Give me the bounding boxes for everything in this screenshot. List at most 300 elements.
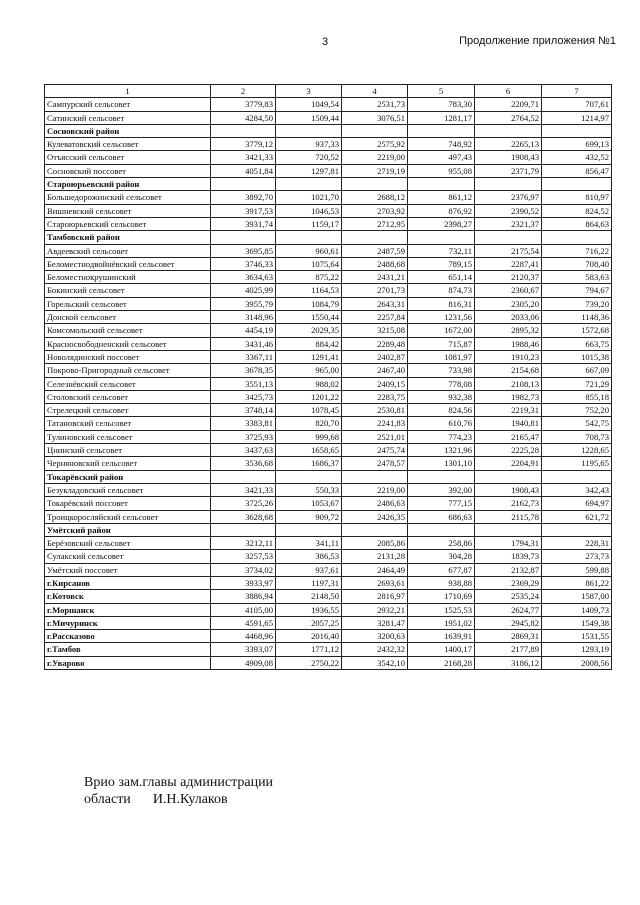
municipality-name: г.Кирсанов bbox=[45, 576, 211, 589]
value-cell: 861,12 bbox=[408, 191, 475, 204]
value-cell: 3725,93 bbox=[211, 430, 276, 443]
value-cell: 1081,97 bbox=[408, 350, 475, 363]
value-cell: 2486,63 bbox=[342, 497, 408, 510]
value-cell: 1015,38 bbox=[542, 350, 612, 363]
value-cell: 884,42 bbox=[276, 337, 342, 350]
empty-cell bbox=[475, 231, 542, 244]
value-cell: 2701,73 bbox=[342, 284, 408, 297]
value-cell: 2932,21 bbox=[342, 603, 408, 616]
value-cell: 1839,73 bbox=[475, 550, 542, 563]
empty-cell bbox=[211, 231, 276, 244]
value-cell: 1951,02 bbox=[408, 616, 475, 629]
value-cell: 1291,41 bbox=[276, 350, 342, 363]
municipality-name: Столовский сельсовет bbox=[45, 390, 211, 403]
column-number: 7 bbox=[542, 85, 612, 98]
value-cell: 1321,96 bbox=[408, 444, 475, 457]
value-cell: 2241,83 bbox=[342, 417, 408, 430]
municipality-name: Стрелецкий сельсовет bbox=[45, 404, 211, 417]
value-cell: 1710,69 bbox=[408, 590, 475, 603]
value-cell: 2431,21 bbox=[342, 271, 408, 284]
value-cell: 3748,14 bbox=[211, 404, 276, 417]
value-cell: 774,23 bbox=[408, 430, 475, 443]
table-row bbox=[45, 191, 612, 204]
empty-cell bbox=[342, 231, 408, 244]
value-cell: 273,73 bbox=[542, 550, 612, 563]
value-cell: 875,22 bbox=[276, 271, 342, 284]
value-cell: 1297,81 bbox=[276, 164, 342, 177]
value-cell: 2008,56 bbox=[542, 656, 612, 669]
value-cell: 3695,85 bbox=[211, 244, 276, 257]
value-cell: 4105,00 bbox=[211, 603, 276, 616]
value-cell: 777,15 bbox=[408, 497, 475, 510]
value-cell: 610,76 bbox=[408, 417, 475, 430]
table-row bbox=[45, 350, 612, 363]
value-cell: 721,29 bbox=[542, 377, 612, 390]
value-cell: 3076,51 bbox=[342, 111, 408, 124]
empty-cell bbox=[342, 523, 408, 536]
district-name: Токарёвский район bbox=[45, 470, 211, 483]
column-number-row bbox=[45, 85, 612, 98]
municipality-name: Селезнёвский сельсовет bbox=[45, 377, 211, 390]
table-row bbox=[45, 590, 612, 603]
value-cell: 2175,54 bbox=[475, 244, 542, 257]
value-cell: 1908,43 bbox=[475, 151, 542, 164]
value-cell: 2643,31 bbox=[342, 297, 408, 310]
value-cell: 2177,89 bbox=[475, 643, 542, 656]
value-cell: 937,61 bbox=[276, 563, 342, 576]
value-cell: 3634,63 bbox=[211, 271, 276, 284]
district-name: Умётский район bbox=[45, 523, 211, 536]
empty-cell bbox=[475, 523, 542, 536]
district-name: Сосновский район bbox=[45, 124, 211, 137]
table-row bbox=[45, 630, 612, 643]
value-cell: 1936,55 bbox=[276, 603, 342, 616]
signature-title: Врио зам.главы администрации bbox=[84, 775, 274, 790]
value-cell: 2688,12 bbox=[342, 191, 408, 204]
empty-cell bbox=[408, 124, 475, 137]
value-cell: 716,22 bbox=[542, 244, 612, 257]
municipality-name: Староюрьевский сельсовет bbox=[45, 217, 211, 230]
table-row bbox=[45, 111, 612, 124]
table-row bbox=[45, 311, 612, 324]
table-row bbox=[45, 444, 612, 457]
value-cell: 2168,28 bbox=[408, 656, 475, 669]
value-cell: 855,18 bbox=[542, 390, 612, 403]
table-row bbox=[45, 297, 612, 310]
municipality-name: Цнинский сельсовет bbox=[45, 444, 211, 457]
table-row bbox=[45, 204, 612, 217]
value-cell: 2132,87 bbox=[475, 563, 542, 576]
value-cell: 2287,41 bbox=[475, 257, 542, 270]
value-cell: 965,00 bbox=[276, 364, 342, 377]
municipality-name: Новолядинский поссовет bbox=[45, 350, 211, 363]
value-cell: 3886,94 bbox=[211, 590, 276, 603]
empty-cell bbox=[342, 470, 408, 483]
value-cell: 861,22 bbox=[542, 576, 612, 589]
municipality-name: Отъясский сельсовет bbox=[45, 151, 211, 164]
value-cell: 2219,00 bbox=[342, 151, 408, 164]
value-cell: 1509,44 bbox=[276, 111, 342, 124]
value-cell: 1531,55 bbox=[542, 630, 612, 643]
table-row bbox=[45, 217, 612, 230]
value-cell: 2209,71 bbox=[475, 98, 542, 111]
value-cell: 1587,00 bbox=[542, 590, 612, 603]
empty-cell bbox=[211, 470, 276, 483]
value-cell: 2402,87 bbox=[342, 350, 408, 363]
value-cell: 752,20 bbox=[542, 404, 612, 417]
value-cell: 1201,22 bbox=[276, 390, 342, 403]
value-cell: 497,43 bbox=[408, 151, 475, 164]
value-cell: 2265,13 bbox=[475, 138, 542, 151]
value-cell: 864,63 bbox=[542, 217, 612, 230]
value-cell: 386,53 bbox=[276, 550, 342, 563]
value-cell: 874,73 bbox=[408, 284, 475, 297]
value-cell: 1686,37 bbox=[276, 457, 342, 470]
table-row bbox=[45, 497, 612, 510]
value-cell: 1293,19 bbox=[542, 643, 612, 656]
signature-region: области bbox=[84, 792, 131, 807]
value-cell: 988,02 bbox=[276, 377, 342, 390]
value-cell: 3779,83 bbox=[211, 98, 276, 111]
district-header-row bbox=[45, 231, 612, 244]
empty-cell bbox=[542, 523, 612, 536]
empty-cell bbox=[475, 124, 542, 137]
value-cell: 2057,25 bbox=[276, 616, 342, 629]
empty-cell bbox=[276, 124, 342, 137]
municipality-name: Донской сельсовет bbox=[45, 311, 211, 324]
table-row bbox=[45, 390, 612, 403]
value-cell: 1982,73 bbox=[475, 390, 542, 403]
table-row bbox=[45, 483, 612, 496]
value-cell: 810,97 bbox=[542, 191, 612, 204]
value-cell: 663,75 bbox=[542, 337, 612, 350]
value-cell: 3431,46 bbox=[211, 337, 276, 350]
value-cell: 1908,43 bbox=[475, 483, 542, 496]
municipality-name: Комсомольский сельсовет bbox=[45, 324, 211, 337]
municipality-name: Черняновский сельсовет bbox=[45, 457, 211, 470]
municipality-name: Сосновский поссовет bbox=[45, 164, 211, 177]
municipality-name: г.Уварово bbox=[45, 656, 211, 669]
column-number: 5 bbox=[408, 85, 475, 98]
value-cell: 4591,65 bbox=[211, 616, 276, 629]
district-header-row bbox=[45, 470, 612, 483]
continuation-label: Продолжение приложения №1 bbox=[459, 35, 616, 47]
value-cell: 715,87 bbox=[408, 337, 475, 350]
value-cell: 3437,63 bbox=[211, 444, 276, 457]
value-cell: 2371,79 bbox=[475, 164, 542, 177]
empty-cell bbox=[276, 178, 342, 191]
value-cell: 2624,77 bbox=[475, 603, 542, 616]
table-row bbox=[45, 576, 612, 589]
table-row bbox=[45, 616, 612, 629]
value-cell: 2016,40 bbox=[276, 630, 342, 643]
column-number: 4 bbox=[342, 85, 408, 98]
municipality-name: Безукладовский сельсовет bbox=[45, 483, 211, 496]
municipality-name: г.Мичуринск bbox=[45, 616, 211, 629]
empty-cell bbox=[276, 470, 342, 483]
column-number: 2 bbox=[211, 85, 276, 98]
table-row bbox=[45, 550, 612, 563]
value-cell: 228,31 bbox=[542, 537, 612, 550]
value-cell: 824,52 bbox=[542, 204, 612, 217]
value-cell: 1672,00 bbox=[408, 324, 475, 337]
value-cell: 1231,56 bbox=[408, 311, 475, 324]
value-cell: 1525,53 bbox=[408, 603, 475, 616]
value-cell: 621,72 bbox=[542, 510, 612, 523]
value-cell: 2467,40 bbox=[342, 364, 408, 377]
value-cell: 3215,08 bbox=[342, 324, 408, 337]
value-cell: 2575,92 bbox=[342, 138, 408, 151]
municipality-name: Горельский сельсовет bbox=[45, 297, 211, 310]
value-cell: 2154,68 bbox=[475, 364, 542, 377]
empty-cell bbox=[211, 178, 276, 191]
value-cell: 694,97 bbox=[542, 497, 612, 510]
value-cell: 1148,36 bbox=[542, 311, 612, 324]
value-cell: 3542,10 bbox=[342, 656, 408, 669]
value-cell: 3955,79 bbox=[211, 297, 276, 310]
value-cell: 2693,61 bbox=[342, 576, 408, 589]
municipality-name: Берёзовский сельсовет bbox=[45, 537, 211, 550]
table-row bbox=[45, 164, 612, 177]
value-cell: 2204,91 bbox=[475, 457, 542, 470]
empty-cell bbox=[542, 470, 612, 483]
value-cell: 707,61 bbox=[542, 98, 612, 111]
value-cell: 1214,97 bbox=[542, 111, 612, 124]
table-row bbox=[45, 417, 612, 430]
empty-cell bbox=[408, 470, 475, 483]
value-cell: 542,75 bbox=[542, 417, 612, 430]
value-cell: 960,61 bbox=[276, 244, 342, 257]
table-row bbox=[45, 337, 612, 350]
table-row bbox=[45, 430, 612, 443]
municipality-name: г.Рассказово bbox=[45, 630, 211, 643]
value-cell: 909,72 bbox=[276, 510, 342, 523]
value-cell: 2719,19 bbox=[342, 164, 408, 177]
value-cell: 3892,70 bbox=[211, 191, 276, 204]
value-cell: 816,31 bbox=[408, 297, 475, 310]
value-cell: 258,86 bbox=[408, 537, 475, 550]
value-cell: 2033,06 bbox=[475, 311, 542, 324]
value-cell: 876,92 bbox=[408, 204, 475, 217]
value-cell: 824,56 bbox=[408, 404, 475, 417]
column-number: 1 bbox=[45, 85, 211, 98]
value-cell: 392,00 bbox=[408, 483, 475, 496]
value-cell: 2487,59 bbox=[342, 244, 408, 257]
value-cell: 2750,22 bbox=[276, 656, 342, 669]
municipality-name: Татановский сельсовет bbox=[45, 417, 211, 430]
empty-cell bbox=[276, 523, 342, 536]
value-cell: 3186,12 bbox=[475, 656, 542, 669]
district-name: Староюрьевский район bbox=[45, 178, 211, 191]
municipality-name: Бокинский сельсовет bbox=[45, 284, 211, 297]
district-name: Тамбовский район bbox=[45, 231, 211, 244]
municipality-name: Красносвободненский сельсовет bbox=[45, 337, 211, 350]
value-cell: 1940,81 bbox=[475, 417, 542, 430]
value-cell: 2488,68 bbox=[342, 257, 408, 270]
value-cell: 2869,31 bbox=[475, 630, 542, 643]
value-cell: 651,14 bbox=[408, 271, 475, 284]
table-row bbox=[45, 510, 612, 523]
value-cell: 1195,65 bbox=[542, 457, 612, 470]
value-cell: 3393,07 bbox=[211, 643, 276, 656]
signature-block bbox=[84, 774, 273, 808]
value-cell: 739,20 bbox=[542, 297, 612, 310]
value-cell: 667,09 bbox=[542, 364, 612, 377]
value-cell: 2475,74 bbox=[342, 444, 408, 457]
value-cell: 2305,20 bbox=[475, 297, 542, 310]
district-header-row bbox=[45, 124, 612, 137]
district-header-row bbox=[45, 178, 612, 191]
value-cell: 341,11 bbox=[276, 537, 342, 550]
value-cell: 778,08 bbox=[408, 377, 475, 390]
value-cell: 2219,00 bbox=[342, 483, 408, 496]
value-cell: 1910,23 bbox=[475, 350, 542, 363]
table-row bbox=[45, 284, 612, 297]
value-cell: 732,11 bbox=[408, 244, 475, 257]
municipality-name: Вишневский сельсовет bbox=[45, 204, 211, 217]
value-cell: 1409,73 bbox=[542, 603, 612, 616]
municipality-name: г.Тамбов bbox=[45, 643, 211, 656]
value-cell: 2257,84 bbox=[342, 311, 408, 324]
value-cell: 1049,54 bbox=[276, 98, 342, 111]
value-cell: 2131,28 bbox=[342, 550, 408, 563]
value-cell: 856,47 bbox=[542, 164, 612, 177]
value-cell: 1400,17 bbox=[408, 643, 475, 656]
municipality-name: г.Котовск bbox=[45, 590, 211, 603]
municipality-name: Умётский поссовет bbox=[45, 563, 211, 576]
value-cell: 1550,44 bbox=[276, 311, 342, 324]
value-cell: 3725,26 bbox=[211, 497, 276, 510]
table-row bbox=[45, 656, 612, 669]
value-cell: 1572,68 bbox=[542, 324, 612, 337]
value-cell: 3678,35 bbox=[211, 364, 276, 377]
value-cell: 2409,15 bbox=[342, 377, 408, 390]
empty-cell bbox=[475, 178, 542, 191]
table-row bbox=[45, 364, 612, 377]
value-cell: 2029,35 bbox=[276, 324, 342, 337]
value-cell: 1549,38 bbox=[542, 616, 612, 629]
value-cell: 304,28 bbox=[408, 550, 475, 563]
table-row bbox=[45, 151, 612, 164]
value-cell: 2369,29 bbox=[475, 576, 542, 589]
empty-cell bbox=[211, 124, 276, 137]
value-cell: 748,92 bbox=[408, 138, 475, 151]
value-cell: 820,70 bbox=[276, 417, 342, 430]
value-cell: 1053,67 bbox=[276, 497, 342, 510]
table-row bbox=[45, 563, 612, 576]
value-cell: 1281,17 bbox=[408, 111, 475, 124]
value-cell: 3257,53 bbox=[211, 550, 276, 563]
value-cell: 686,63 bbox=[408, 510, 475, 523]
value-cell: 2478,57 bbox=[342, 457, 408, 470]
table-body bbox=[45, 85, 612, 670]
value-cell: 4284,50 bbox=[211, 111, 276, 124]
municipality-name: Сампурский сельсовет bbox=[45, 98, 211, 111]
value-cell: 3367,11 bbox=[211, 350, 276, 363]
municipality-name: Большедорожинский сельсовет bbox=[45, 191, 211, 204]
value-cell: 2321,37 bbox=[475, 217, 542, 230]
value-cell: 2225,28 bbox=[475, 444, 542, 457]
value-cell: 699,13 bbox=[542, 138, 612, 151]
value-cell: 2360,67 bbox=[475, 284, 542, 297]
value-cell: 1228,65 bbox=[542, 444, 612, 457]
value-cell: 3779,12 bbox=[211, 138, 276, 151]
value-cell: 999,68 bbox=[276, 430, 342, 443]
value-cell: 2398,27 bbox=[408, 217, 475, 230]
value-cell: 733,98 bbox=[408, 364, 475, 377]
value-cell: 3383,81 bbox=[211, 417, 276, 430]
empty-cell bbox=[342, 124, 408, 137]
value-cell: 1078,45 bbox=[276, 404, 342, 417]
value-cell: 708,73 bbox=[542, 430, 612, 443]
value-cell: 2165,47 bbox=[475, 430, 542, 443]
municipality-name: Беломестнодвойнёвский сельсовет bbox=[45, 257, 211, 270]
value-cell: 3421,33 bbox=[211, 483, 276, 496]
table-row bbox=[45, 271, 612, 284]
value-cell: 1084,79 bbox=[276, 297, 342, 310]
value-cell: 3746,33 bbox=[211, 257, 276, 270]
data-table bbox=[44, 84, 612, 670]
value-cell: 789,15 bbox=[408, 257, 475, 270]
value-cell: 3148,96 bbox=[211, 311, 276, 324]
value-cell: 2521,01 bbox=[342, 430, 408, 443]
value-cell: 2376,97 bbox=[475, 191, 542, 204]
value-cell: 2219,31 bbox=[475, 404, 542, 417]
value-cell: 550,33 bbox=[276, 483, 342, 496]
municipality-name: Беломестнокрушинский bbox=[45, 271, 211, 284]
municipality-name: Троицкоросляйский сельсовет bbox=[45, 510, 211, 523]
empty-cell bbox=[408, 231, 475, 244]
signature-line bbox=[84, 791, 273, 808]
value-cell: 1794,31 bbox=[475, 537, 542, 550]
municipality-name: Тулиновский сельсовет bbox=[45, 430, 211, 443]
value-cell: 3628,68 bbox=[211, 510, 276, 523]
value-cell: 1164,53 bbox=[276, 284, 342, 297]
value-cell: 2531,73 bbox=[342, 98, 408, 111]
value-cell: 1021,70 bbox=[276, 191, 342, 204]
value-cell: 583,63 bbox=[542, 271, 612, 284]
value-cell: 3281,47 bbox=[342, 616, 408, 629]
table-row bbox=[45, 457, 612, 470]
table-row bbox=[45, 643, 612, 656]
table-row bbox=[45, 138, 612, 151]
value-cell: 3212,11 bbox=[211, 537, 276, 550]
value-cell: 2464,49 bbox=[342, 563, 408, 576]
municipality-name: Покрово-Пригородный сельсовет bbox=[45, 364, 211, 377]
value-cell: 794,67 bbox=[542, 284, 612, 297]
value-cell: 783,30 bbox=[408, 98, 475, 111]
value-cell: 3933,97 bbox=[211, 576, 276, 589]
table-row bbox=[45, 257, 612, 270]
value-cell: 3200,63 bbox=[342, 630, 408, 643]
value-cell: 720,52 bbox=[276, 151, 342, 164]
page-number: 3 bbox=[322, 36, 329, 48]
table-row bbox=[45, 244, 612, 257]
municipality-name: Сатинский сельсовет bbox=[45, 111, 211, 124]
value-cell: 2764,52 bbox=[475, 111, 542, 124]
municipality-name: Авдеевский сельсовет bbox=[45, 244, 211, 257]
value-cell: 3421,33 bbox=[211, 151, 276, 164]
empty-cell bbox=[408, 178, 475, 191]
value-cell: 3931,74 bbox=[211, 217, 276, 230]
value-cell: 2703,92 bbox=[342, 204, 408, 217]
value-cell: 2712,95 bbox=[342, 217, 408, 230]
value-cell: 2283,75 bbox=[342, 390, 408, 403]
empty-cell bbox=[408, 523, 475, 536]
table-row bbox=[45, 603, 612, 616]
empty-cell bbox=[276, 231, 342, 244]
table-row bbox=[45, 404, 612, 417]
